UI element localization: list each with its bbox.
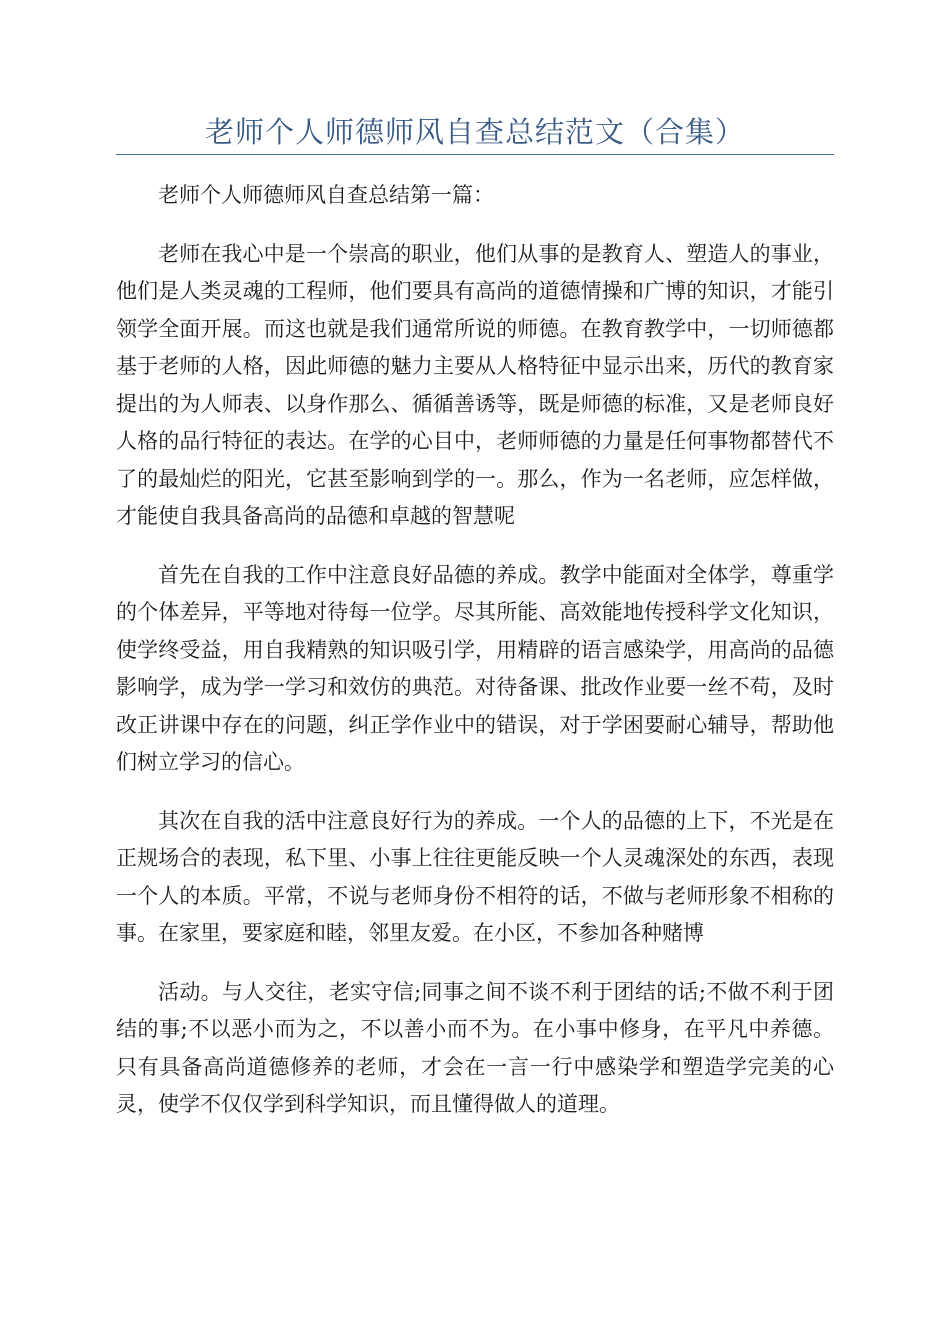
- paragraph-4: 活动。与人交往，老实守信;同事之间不谈不利于团结的话;不做不利于团结的事;不以恶小而为之，不以善小而不为。在小事中修身，在平凡中养德。只有具备高尚道德修养的老师，才会在一言一行中感染学和塑造学完美的心灵，使学不仅仅学到科学知识，而且懂得做人的道理。: [116, 979, 834, 1116]
- paragraph-3: 其次在自我的活中注意良好行为的养成。一个人的品德的上下，不光是在正规场合的表现，私下里、小事上往往更能反映一个人灵魂深处的东西，表现一个人的本质。平常，不说与老师身份不相符的话，不做与老师形象不相称的事。在家里，要家庭和睦，邻里友爱。在小区，不参加各种赌博: [116, 808, 834, 945]
- document-body: [116, 177, 834, 1145]
- paragraph-2: 首先在自我的工作中注意良好品德的养成。教学中能面对全体学，尊重学的个体差异，平等地对待每一位学。尽其所能、高效能地传授科学文化知识，使学终受益，用自我精熟的知识吸引学，用精辟的语言感染学，用高尚的品德影响学，成为学一学习和效仿的典范。对待备课、批改作业要一丝不苟，及时改正讲课中存在的问题，纠正学作业中的错误，对于学困要耐心辅导，帮助他们树立学习的信心。: [116, 562, 834, 774]
- title-underline: [116, 154, 834, 155]
- document-title: 老师个人师德师风自查总结范文（合集）: [204, 115, 745, 149]
- paragraph-1: 老师在我心中是一个崇高的职业，他们从事的是教育人、塑造人的事业，他们是人类灵魂的工程师，他们要具有高尚的道德情操和广博的知识，才能引领学全面开展。而这也就是我们通常所说的师德。在教育教学中，一切师德都基于老师的人格，因此师德的魅力主要从人格特征中显示出来，历代的教育家提出的为人师表、以身作那么、循循善诱等，既是师德的标准，又是老师良好人格的品行特征的表达。在学的心目中，老师师德的力量是任何事物都替代不了的最灿烂的阳光，它甚至影响到学的一。那么，作为一名老师，应怎样做，才能使自我具备高尚的品德和卓越的智慧呢: [116, 241, 834, 528]
- section-heading: 老师个人师德师风自查总结第一篇：: [158, 183, 494, 207]
